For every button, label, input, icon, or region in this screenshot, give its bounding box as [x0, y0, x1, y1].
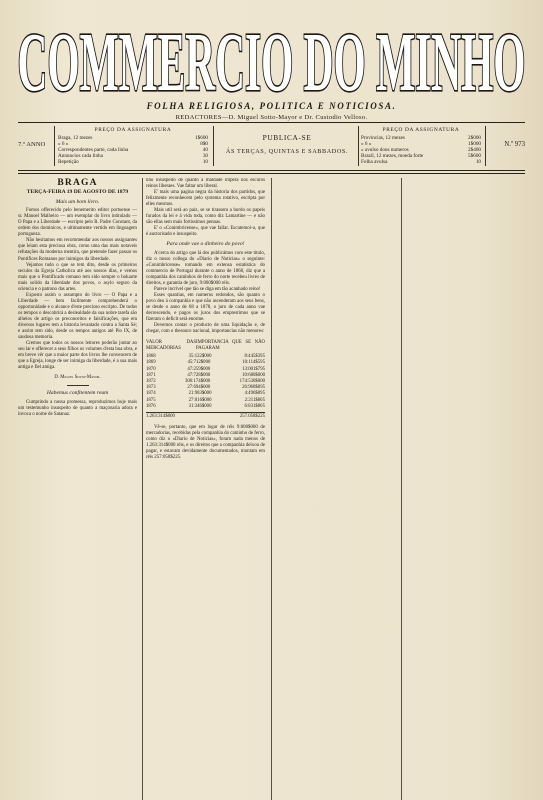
article-headline: Para onde vae o dinheiro do povo!: [166, 241, 245, 248]
table-header-left: VALOR DAS MERCADORIAS: [146, 340, 197, 352]
info-bottom-rule: [18, 170, 525, 171]
price-row: Braga, 12 mezes 1$600: [58, 135, 208, 141]
subtitle: FOLHA RELIGIOSA, POLITICA E NOTICIOSA.: [146, 101, 397, 111]
section-title: BRAGA: [57, 178, 98, 188]
price-row: Repetição 10: [58, 159, 208, 165]
paragraph: Vê-se, portanto, que em logar de réis 9:000$000 de mercadorias, recebidas pela companhia do caminho de ferro, como diz o «Diario de Noticias», foram nada menos de 1.263:314$000 réis, e os direitos que a companhia deixou de pagar, e estavam devidamente documentados, montam em réis 257:058$225.: [146, 425, 265, 461]
article-signature: D. Miguel Sotto-Mayor.: [54, 375, 101, 381]
paragraph: Cumprindo a nossa promessa, reproduzimos hoje mais um testemunho insuspeito de quanto a maçonaria adora e invoca o nome de Satanaz.: [18, 399, 137, 417]
price-box-provinces: [361, 124, 481, 168]
table-total: [146, 412, 265, 420]
svg-text:COMMERCIO DO MINHO: COMMERCIO DO MINHO: [17, 16, 526, 104]
table-total-a: 1.263:314$000: [146, 414, 175, 420]
article-separator: [67, 385, 89, 386]
publication-schedule: [218, 124, 356, 168]
table-row: 1871 47:728$000 10:680$000: [146, 372, 265, 378]
column-3: [276, 178, 395, 800]
paragraph: Vejamos tudo o que se tem dito, desde os primeiros seculos da Egreja Catholica até aos nossos dias, e vemos mais que o Pontificado romano tem sido sempre o baluarte mais solido da liberdade dos povos, o asylo seguro da sciencia e o patrono das artes.: [18, 262, 137, 292]
paragraph: Esses quantias, em numeros redondos, são quanto o povo deu á companhia e que não ascenderam aos seus bens, se desde o anno de 68 a 1878, o juro de cada anno vae decrescendo, e pagos os juros dos emprestimos que se fizeram o deficit será enorme.: [146, 292, 265, 323]
divider: [485, 126, 486, 166]
price-row: » 6 » 8$0: [58, 141, 208, 147]
info-bottom-rule-thin: [18, 173, 525, 174]
column-2: [146, 178, 265, 800]
article-body: [18, 178, 525, 800]
table-row: 1874 21:983$000 4:496$895: [146, 391, 265, 397]
top-rule: [18, 122, 525, 123]
paragraph: Parece incrivel que tão se diga em tão acanhado reino!: [154, 286, 261, 292]
table-row: 1876 31:346$000 6:031$805: [146, 403, 265, 409]
price-row: Annuncios cada linha 30: [58, 153, 208, 159]
price-row: Brazil, 12 mezes, moeda forte 5$600: [361, 153, 481, 159]
masthead: [0, 0, 543, 104]
paragraph: Mais util será ao paiz, se se tirassem a bordo os papeis furados da lei e á vida toda, como diz Lamartine — e não são ellas sem mais fortissimos pennas.: [146, 208, 265, 226]
price-row: » 6 » 1$000: [361, 141, 481, 147]
column-1: [18, 178, 137, 800]
price-header: PREÇO DA ASSIGNATURA: [382, 127, 460, 133]
table-header-right: IMPORTANCIA QUE SE NÃO PAGARAM: [196, 340, 265, 352]
table-row: 1875 27:016$000 2:211$805: [146, 397, 265, 403]
divider: [358, 126, 359, 166]
paragraph: Fomos offerecido pelo benemerito editor portuense — sr. Manoel Malheiro — um exemplar do livro intitulado — O Papa e a Liberdade — escripto pelo R. Padre Constant, da ordem dos dominicos, e ultimamente vertido em linguagem portugueza.: [18, 208, 137, 238]
table-row: 1869 45:712$000 10:114$595: [146, 360, 265, 366]
paragraph: Devemos contar o producto de uma liquidação e, de chegar, com o thesouro nacional, importancias não menores:: [146, 323, 265, 335]
price-header: PREÇO DA ASSIGNATURA: [94, 127, 172, 133]
masthead-title: [0, 0, 543, 104]
info-bar: [18, 124, 525, 168]
table-row: 1872 306:174$000 174:530$000: [146, 379, 265, 385]
column-4: [406, 178, 525, 800]
editors-line: REDACTORES—D. Miguel Sotto-Mayor e Dr. Custodio Velloso.: [175, 114, 368, 121]
divider: [213, 126, 214, 166]
paragraph: A'cerca do artigo que lá dos publicámos com este titulo, diz o nosso collega do «Diario de Noticias» o seguinte: «Conimbricense» tomando em extensa estatistica do commercio de Portugal durante o anno de 1868, diz que a companhia dos caminhos de ferro do norte recebeu livres de direitos, e garantia de juro, 9:000$000 réis.: [146, 250, 265, 286]
column-rule: [271, 178, 272, 800]
table-header: [146, 340, 265, 352]
price-row: Folha avulsa 10: [361, 159, 481, 165]
price-row: Provincias, 12 mezes 2$000: [361, 135, 481, 141]
article-headline: Mais um bom livro.: [55, 199, 100, 206]
column-rule: [142, 178, 143, 800]
year-label: 7.º ANNO: [18, 141, 46, 148]
paragraph: E' o «Conimbricense», que vae fallar. Escutemol-o, que é auctorisado e insuspeito.: [146, 226, 265, 238]
paragraph: Não hesitamos em recommendar aos nossos assignantes que leiam esta preciosa obra, como uma das mais notaveis refutações da moderna mentira, que pretende fazer passar os Pontifices Romanos por inimigos da liberdade.: [18, 238, 137, 262]
price-row: » avulso dous numeros 2$400: [361, 147, 481, 153]
dateline: TERÇA-FEIRA 19 DE AGOSTO DE 1879: [26, 189, 129, 196]
price-box-local: [58, 124, 208, 168]
table-row: 1868 35:122$000 8:445$395: [146, 354, 265, 360]
table-row: 1873 27:694$000 26:960$895: [146, 385, 265, 391]
article-headline: Habemus confitentem reum: [46, 390, 109, 397]
revenue-table: [146, 340, 265, 420]
paragraph: Exposto assim o assumpto do livro — O Papa e a Liberdade — bem facilmente comprehenderá o opportunidade e o alcance d'este precioso escripto. De todos os tempos o descobrirá a deslealdade da sua nobre tarefa são alheios de artigo os preconceitos e falsificações, que em diversos lugares tem a historia levantado contra a Santa Sé; e assim tem sido, desde os tempos antigos até Pio IX, de saudosa memoria.: [18, 292, 137, 341]
column-rule: [401, 178, 402, 800]
divider: [54, 126, 55, 166]
price-row: Correspondentes parte, cada linha 40: [58, 147, 208, 153]
paragraph: nho insuspeito de quanto a maldade impera nos escuros reinos liberaes. Vae faltar um liberal.: [146, 178, 265, 190]
paragraph: Cremos que todos os nossos leitores poderão juntar ao seu lar e offerecer a seus filhos os volumes d'esta boa obra, e em breve vêr que a maior parte dos livros lhe convencem de que a Egreja, longe de ser inimiga da liberdade, é a sua mais antiga e fiel amiga.: [18, 341, 137, 371]
table-row: 1870 47:259$000 13:001$795: [146, 366, 265, 372]
issue-number: N.º 973: [504, 141, 525, 148]
publication-days: ÁS TERÇAS, QUINTAS E SABBADOS.: [225, 148, 349, 155]
paragraph: E' mais uma pagina negra da historia dos partidos, que felizmente reconhecem pelo systema rotativo, escripta por elles mesmos.: [146, 190, 265, 208]
publication-label: PUBLICA-SE: [262, 133, 312, 142]
table-total-b: 257.058$225: [239, 414, 265, 420]
